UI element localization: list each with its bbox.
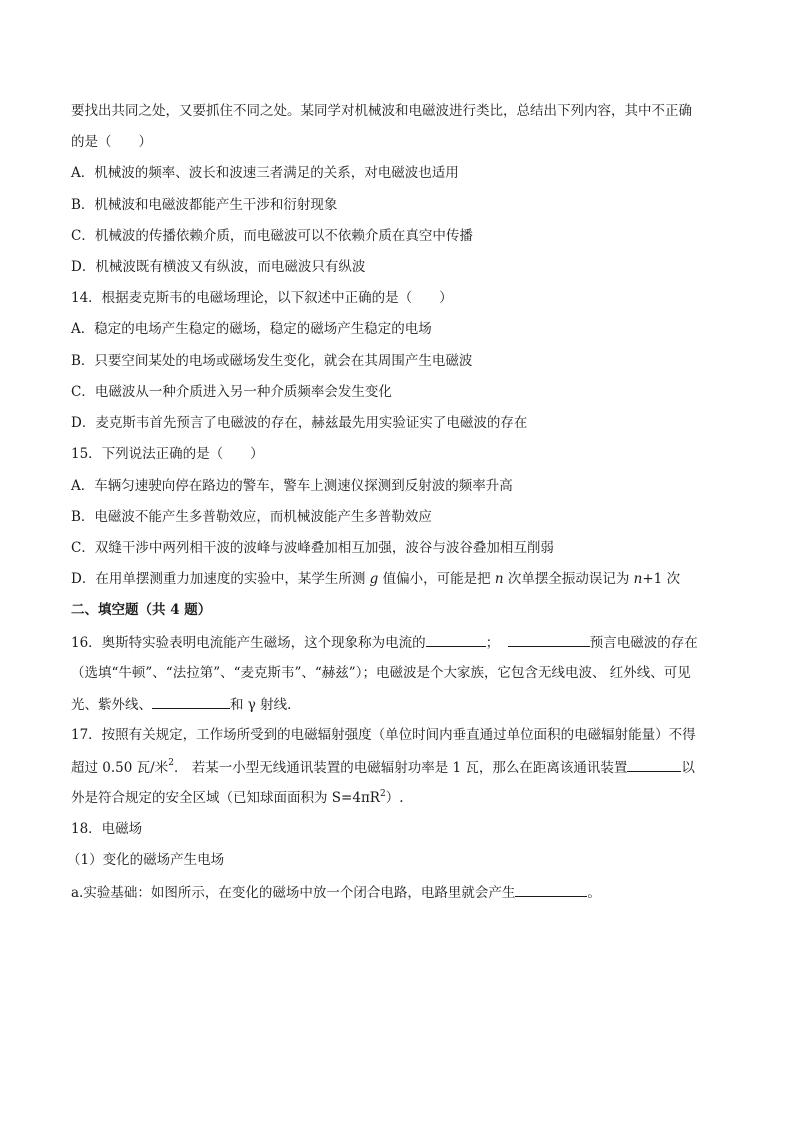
q18-line-a: a.实验基础：如图所示，在变化的磁场中放一个闭合电路，电路里就会产生 。 [71, 885, 601, 901]
q17-line3: 外是符合规定的安全区域（已知球面面积为 $S=4\pi R^2$）. [71, 789, 404, 806]
q14-option-a: A．稳定的电场产生稳定的磁场，稳定的磁场产生稳定的电场 [71, 321, 432, 337]
q18-title: 18．电磁场 [71, 821, 143, 837]
q18-subheading: （1）变化的磁场产生电场 [67, 852, 225, 868]
q15-stem: 15．下列说法正确的是（ ） [71, 446, 264, 462]
q15-option-c: C．双缝干涉中两列相干波的波峰与波峰叠加相互加强，波谷与波谷叠加相互削弱 [71, 540, 554, 556]
q14-option-d: D．麦克斯韦首先预言了电磁波的存在，赫兹最先用实验证实了电磁波的存在 [71, 415, 528, 431]
q13-option-b: B．机械波和电磁波都能产生干涉和衍射现象 [71, 197, 338, 213]
q17-line1: 17．按照有关规定，工作场所受到的电磁辐射强度（单位时间内垂直通过单位面积的电磁辐射能量）不得 [71, 727, 696, 743]
q13-option-d: D．机械波既有横波又有纵波，而电磁波只有纵波 [71, 259, 366, 275]
q16-line3: 光、紫外线、 和 γ 射线． [71, 697, 301, 713]
q16-line2: （选填“牛顿”、“法拉第”、“麦克斯韦”、“赫兹”）；电磁波是个大家族，它包含无线电波、 红外线、可见 [71, 665, 691, 681]
q13-stem-line2: 的是（ ） [71, 134, 152, 150]
q16-line1: 16．奥斯特实验表明电流能产生磁场，这个现象称为电流的 ； 预言电磁波的存在 [71, 635, 698, 651]
answer-blank[interactable] [152, 695, 230, 709]
q14-stem: 14．根据麦克斯韦的电磁场理论，以下叙述中正确的是（ ） [71, 290, 453, 306]
q13-option-c: C．机械波的传播依赖介质，而电磁波可以不依赖介质在真空中传播 [71, 228, 473, 244]
q15-option-a: A．车辆匀速驶向停在路边的警车，警车上测速仪探测到反射波的频率升高 [71, 478, 513, 494]
q15-option-d: D．在用单摆测重力加速度的实验中，某学生所测 g 值偏小，可能是把 n 次单摆全振动误记为 n+1 次 [71, 571, 681, 587]
section-heading: 二、填空题（共 4 题） [71, 602, 212, 618]
q13-option-a: A．机械波的频率、波长和波速三者满足的关系，对电磁波也适用 [71, 165, 459, 181]
answer-blank[interactable] [515, 883, 587, 897]
answer-blank[interactable] [508, 633, 590, 647]
q13-stem-line1: 要找出共同之处，又要抓住不同之处。某同学对机械波和电磁波进行类比，总结出下列内容，其中不正确 [71, 103, 692, 119]
q17-line2: 超过 0.50 瓦/米$^2$． 若某一小型无线通讯装置的电磁辐射功率是 1 瓦，那么在距离该通讯装置 以 [71, 758, 695, 776]
q15-option-b: B．电磁波不能产生多普勒效应，而机械波能产生多普勒效应 [71, 509, 432, 525]
answer-blank[interactable] [426, 633, 486, 647]
q14-option-b: B．只要空间某处的电场或磁场发生变化，就会在其周围产生电磁波 [71, 353, 473, 369]
q14-option-c: C．电磁波从一种介质进入另一种介质频率会发生变化 [71, 384, 392, 400]
answer-blank[interactable] [627, 758, 681, 772]
